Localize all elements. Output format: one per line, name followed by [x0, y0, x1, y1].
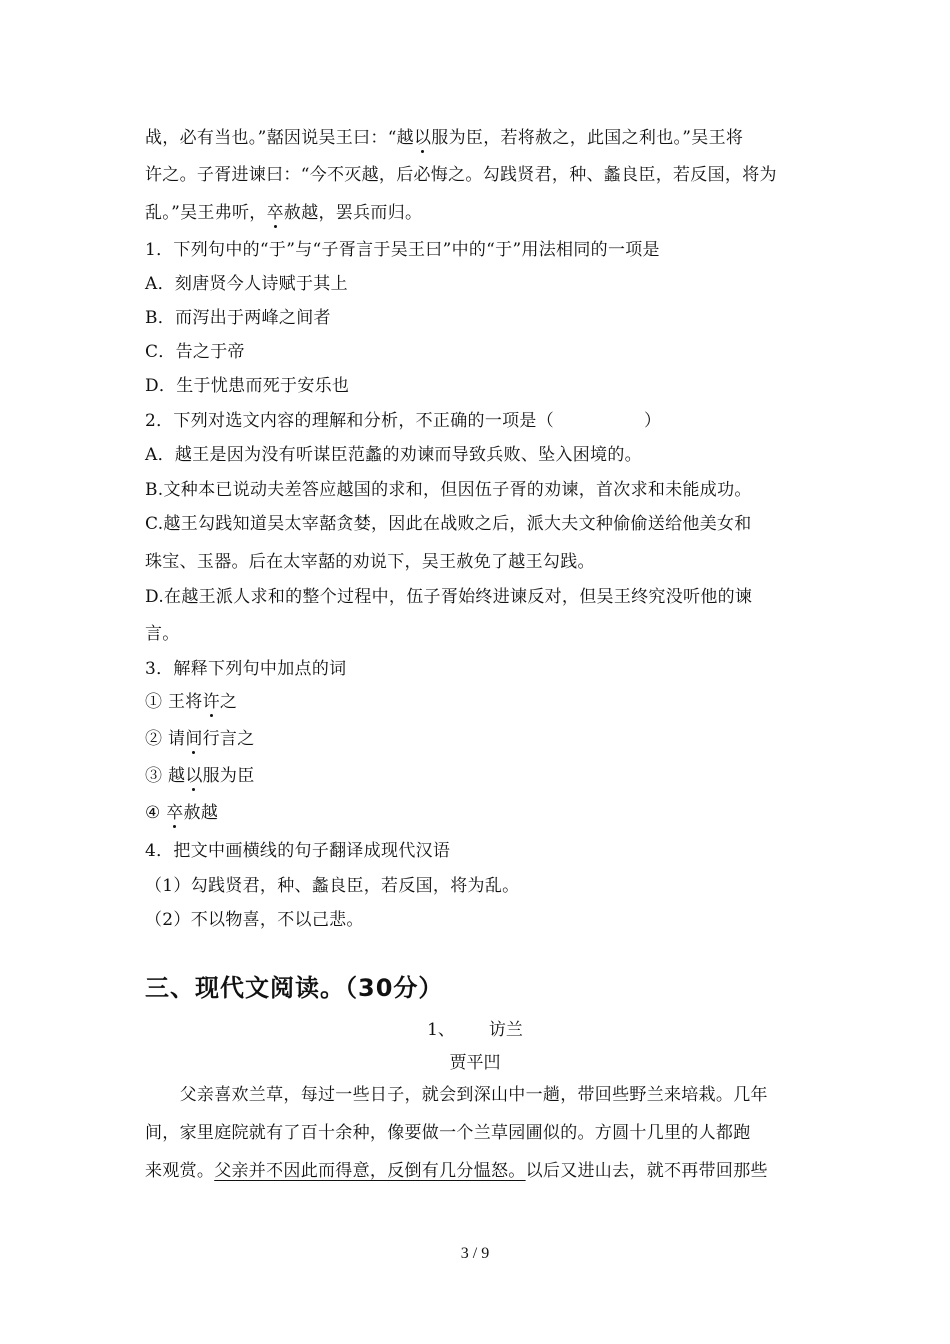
question-4-sentence-2: （2）不以物喜，不以己悲。 [145, 910, 364, 930]
underlined-sentence: 父亲并不因此而得意，反倒有几分愠怒。 [214, 1161, 526, 1181]
article-paragraph-line-2: 间，家里庭院就有了百十余种，像要做一个兰草园圃似的。方圆十几里的人都跑 [145, 1123, 751, 1143]
question-4-sentence-1: （1）勾践贤君，种、蠡良臣，若反国，将为乱。 [145, 876, 520, 896]
question-1-option-d: D．生于忧患而死于安乐也 [145, 376, 350, 396]
question-1-option-b: B．而泻出于两峰之间者 [145, 308, 331, 328]
article-title: 1、 访兰 [427, 1020, 523, 1040]
article-author: 贾平凹 [449, 1053, 501, 1073]
question-3-stem: 3．解释下列句中加点的词 [145, 659, 347, 679]
question-2-option-c-line-2: 珠宝、玉器。后在太宰嚭的劝说下，吴王赦免了越王勾践。 [145, 552, 595, 572]
dotted-word: 卒 [166, 798, 183, 823]
passage-line-1: 战，必有当也。”嚭因说吴王曰：“越以服为臣，若将赦之，此国之利也。”吴王将 [145, 123, 810, 148]
question-3-item-2: ② 请间行言之 [145, 724, 810, 749]
article-paragraph-line-3: 来观赏。父亲并不因此而得意，反倒有几分愠怒。以后又进山去，就不再带回那些 [145, 1161, 768, 1181]
question-2-stem: 2．下列对选文内容的理解和分析，不正确的一项是（ ） [145, 411, 662, 431]
dotted-word: 以 [185, 761, 202, 786]
question-4-stem: 4．把文中画横线的句子翻译成现代汉语 [145, 841, 451, 861]
question-2-option-a: A．越王是因为没有听谋臣范蠡的劝谏而导致兵败、坠入困境的。 [145, 445, 642, 465]
question-2-option-d-line-1: D.在越王派人求和的整个过程中，伍子胥始终进谏反对，但吴王终究没听他的谏 [145, 587, 753, 607]
question-1-option-c: C．告之于帝 [145, 342, 245, 362]
dotted-word: 许 [203, 687, 220, 712]
dotted-word: 以 [414, 123, 431, 148]
dotted-word: 间 [185, 724, 202, 749]
page-number: 3 / 9 [460, 1245, 490, 1262]
article-paragraph-line-1: 父亲喜欢兰草，每过一些日子，就会到深山中一趟，带回些野兰来培栽。几年 [145, 1085, 768, 1105]
passage-line-2: 许之。子胥进谏曰：“今不灭越，后必悔之。勾践贤君，种、蠡良臣，若反国，将为 [145, 165, 777, 185]
question-1-option-a: A．刻唐贤今人诗赋于其上 [145, 274, 348, 294]
question-3-item-4: ④ 卒赦越 [145, 798, 810, 823]
question-2-option-c-line-1: C.越王勾践知道吴太宰嚭贪婪，因此在战败之后，派大夫文种偷偷送给他美女和 [145, 514, 752, 534]
dotted-word: 卒 [267, 198, 284, 223]
passage-line-3: 乱。”吴王弗听，卒赦越，罢兵而归。 [145, 198, 810, 223]
section-heading: 三、现代文阅读。（30分） [145, 974, 444, 1002]
question-3-item-3: ③ 越以服为臣 [145, 761, 810, 786]
question-2-option-d-line-2: 言。 [145, 624, 180, 644]
question-1-stem: 1．下列句中的“于”与“子胥言于吴王曰”中的“于”用法相同的一项是 [145, 240, 660, 260]
question-3-item-1: ① 王将许之 [145, 687, 810, 712]
question-2-option-b: B.文种本已说动夫差答应越国的求和，但因伍子胥的劝谏，首次求和未能成功。 [145, 480, 752, 500]
